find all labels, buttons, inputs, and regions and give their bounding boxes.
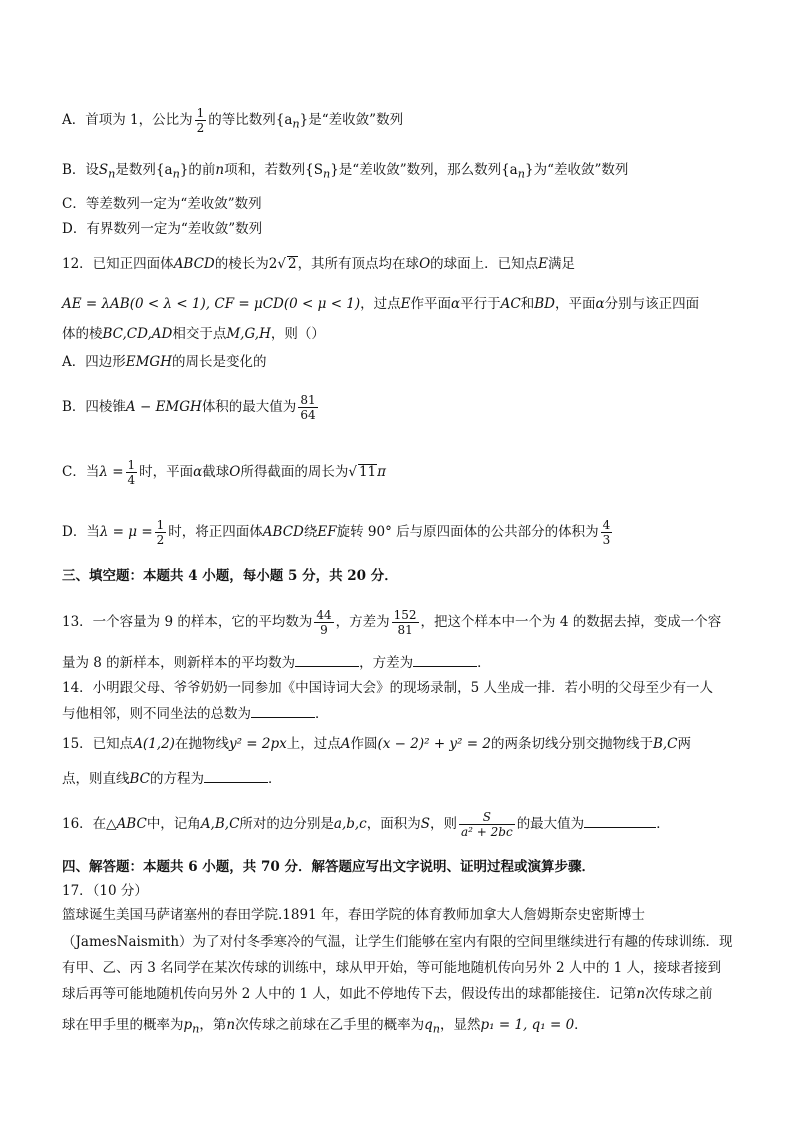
frac-den: 4 [127,473,136,487]
var: n [215,162,225,178]
var: S [98,162,109,178]
q12-option-b [62,393,734,422]
var: BC [129,771,151,787]
frac-num: 44 [316,608,332,622]
subscript: n [108,167,116,181]
text: 在抛物线 [174,736,229,752]
text: 球在甲手里的概率为 [62,1017,184,1033]
text: 上，过点 [286,736,341,752]
text: 时，平面 [139,464,194,480]
var: n [226,1017,236,1033]
var: p [183,1017,193,1033]
q11-a-text: A．首项为 1，公比为 [62,112,193,128]
var: λ = [99,464,124,480]
text: 是数列{a [115,162,173,178]
frac-num: 1 [196,106,205,120]
text: 所对的边分别是 [239,816,334,832]
var: (x − 2)² + y² = 2 [377,736,491,752]
text: 绕 [303,524,318,540]
var: BC,CD,AD [102,326,173,342]
subscript: n [432,1022,441,1036]
frac-den: a² + 2bc [461,825,513,839]
text: 13．一个容量为 9 的样本，它的平均数为 [62,614,313,630]
q17-para-line-4 [62,984,734,1004]
subscript: n [517,167,525,181]
frac-den: 81 [397,623,413,637]
text: ． [268,771,282,787]
text: ． [477,655,491,671]
q12-option-d [62,518,734,547]
text: B．四棱锥 [62,399,126,415]
subscript: n [192,1022,200,1036]
subscript: n [292,117,300,131]
text: 16．在△ [62,816,117,832]
var: E [538,256,548,272]
var: n [636,986,646,1002]
fraction [392,608,419,637]
q11-a-text2: 的等比数列{a [208,112,293,128]
text: ，第 [199,1017,227,1033]
fraction [155,518,167,547]
q11-option-d: D．有界数列一定为“差收敛”数列 [62,221,263,237]
text: 体的棱 [62,326,103,342]
text: C．当 [62,464,100,480]
text: 作平面 [410,296,452,312]
var: E [400,296,411,312]
text: }是“差收敛”数列，那么数列{a [330,162,518,178]
fraction [314,608,333,637]
text: ，面积为 [366,816,421,832]
var: ABCD [262,524,304,540]
section-4-heading: 四、解答题：本题共 6 小题，共 70 分．解答题应写出文字说明、证明过程或演算步骤． [62,859,595,875]
var: A [340,736,351,752]
text: 点，则直线 [62,771,130,787]
text: }为“差收敛”数列 [524,162,629,178]
q13-line-2 [62,652,734,673]
text: 体积的最大值为 [201,399,297,415]
answer-blank[interactable] [413,652,477,667]
text: 球后再等可能地随机传向另外 2 人中的 1 人，如此不停地传下去，假设传出的球都能接住．记第 [62,986,637,1002]
frac-num: 1 [156,518,165,532]
subscript: n [172,167,180,181]
text: ，其所有顶点均在球 [297,256,420,272]
var: B,C [652,736,678,752]
var: ABC [116,816,147,832]
text: 中，记角 [146,816,201,832]
frac-num: 81 [300,393,316,407]
text: 量为 8 的新样本，则新样本的平均数为 [62,655,296,671]
var: AC [500,296,521,312]
q11-a-fraction [195,106,207,135]
q12-line-1: 12．已知正四面体ABCD的棱长为2√ 2，其所有顶点均在球O的球面上．已知点E满足 [62,256,575,272]
frac-den: 64 [300,408,316,422]
q14-line-2 [62,703,734,724]
var: EF [317,524,337,540]
text: ． [315,706,329,722]
var: π [377,464,387,480]
text: ． [574,1017,588,1033]
var: α [451,296,461,312]
text: ，过点 [360,296,401,312]
q12-option-a [62,352,734,372]
text: 12．已知正四面体 [62,256,174,272]
text: 的球面上．已知点 [430,256,539,272]
frac-den: 2 [196,121,205,135]
q12-line-2 [62,294,734,314]
text: 两 [677,736,691,752]
text: 和 [520,296,535,312]
text: 时，将正四面体 [168,524,263,540]
var: α [595,296,605,312]
var: M,G,H [226,326,271,342]
var: A(1,2) [133,736,175,752]
q14-line-1: 14．小明跟父母、爷爷奶奶一同参加《中国诗词大会》的现场录制，5 人坐成一排．若小明的父母至少有一人 [62,680,714,696]
text: 满足 [548,256,575,272]
q15-line-1 [62,734,734,754]
text: 所得截面的周长为 [240,464,349,480]
text: ，平面 [554,296,596,312]
text: ，则（） [270,326,325,342]
text: 相交于点 [172,326,227,342]
text: 的方程为 [150,771,205,787]
var: A − EMGH [125,399,202,415]
var: q [424,1017,433,1033]
text: 平行于 [460,296,501,312]
answer-blank[interactable] [251,703,315,718]
answer-blank[interactable] [584,813,656,828]
q11-option-a [62,106,734,135]
q17-para-line-1: 篮球诞生美国马萨诸塞州的春田学院.1891 年，春田学院的体育教师加拿大人詹姆斯奈史密斯博士 [62,907,645,923]
var: O [419,256,431,272]
text: ． [656,816,670,832]
answer-blank[interactable] [204,768,268,783]
text: ，方差为 [335,614,390,630]
text: 的周长是变化的 [172,354,267,370]
q17-para-line-5 [62,1015,734,1040]
text: }的前 [179,162,216,178]
fraction [298,393,317,422]
fraction [459,810,515,839]
subscript: n [322,167,331,181]
var: y² = 2px [228,736,287,752]
text: B．设 [62,162,99,178]
var: α [193,464,203,480]
q17-heading: 17．（10 分） [62,883,148,899]
text: 15．已知点 [62,736,134,752]
var: BD [534,296,555,312]
var: λ = μ = [99,524,153,540]
frac-num: S [459,810,515,825]
q15-line-2 [62,768,734,789]
q16-line [62,810,734,839]
text: 作圆 [350,736,378,752]
var: a,b,c [333,816,367,832]
fraction [126,458,138,487]
var: EMGH [125,354,172,370]
text: 旋转 90° 后与原四面体的公共部分的体积为 [336,524,599,540]
var: p₁ = 1, q₁ = 0 [480,1017,575,1033]
text: 与他相邻，则不同坐法的总数为 [62,706,251,722]
section-3-heading: 三、填空题：本题共 4 小题，每小题 5 分，共 20 分． [62,568,398,584]
frac-num: 4 [602,518,611,532]
text: ，显然 [440,1017,481,1033]
radicand: 11 [358,464,377,480]
text: 的两条切线分别交抛物线于 [490,736,653,752]
text: ，把这个样本中一个为 4 的数据去掉，变成一个容 [420,614,722,630]
text: 截球 [202,464,230,480]
q13-line-1 [62,608,734,637]
answer-blank[interactable] [295,652,359,667]
q11-a-text3: }是“差收敛”数列 [299,112,404,128]
text: 的最大值为 [516,816,585,832]
q11-option-b [62,160,734,185]
text: 项和，若数列{S [224,162,323,178]
text: 次传球之前 [645,986,713,1002]
frac-den: 9 [320,623,328,637]
frac-den: 3 [602,533,611,547]
var: O [229,464,241,480]
text: 分别与该正四面 [604,296,700,312]
var: S [420,816,430,832]
text: A．四边形 [62,354,126,370]
radicand: 2 [287,256,297,272]
var: A,B,C [200,816,240,832]
frac-num: 152 [393,608,417,622]
q17-para-line-2: （JamesNaismith）为了对付冬季寒冷的气温，让学生们能够在室内有限的空间里继续进行有趣的传球训练．现 [62,934,733,950]
text: D．当 [62,524,100,540]
vector-expr: AE = λAB(0 < λ < 1), CF = μCD(0 < μ < 1) [62,296,361,312]
text: 次传球之前球在乙手里的概率为 [235,1017,425,1033]
text: 的棱长为 [214,256,269,272]
q12-option-c: C．当λ = $\frac{1}{4}$ 时，平面α截球O所得截面的周长为√ 11π [62,458,387,487]
frac-den: 2 [156,533,165,547]
text: ，方差为 [359,655,414,671]
var: ABCD [173,256,215,272]
q12-line-3 [62,324,734,344]
text: ，则 [430,816,457,832]
fraction [601,518,613,547]
q17-para-line-3: 有甲、乙、丙 3 名同学在某次传球的训练中，球从甲开始，等可能地随机传向另外 2 人中的 1 人，接球者接到 [62,960,722,976]
q11-option-c: C．等差数列一定为“差收敛”数列 [62,196,262,212]
frac-num: 1 [127,458,136,472]
num: 2 [268,256,278,272]
